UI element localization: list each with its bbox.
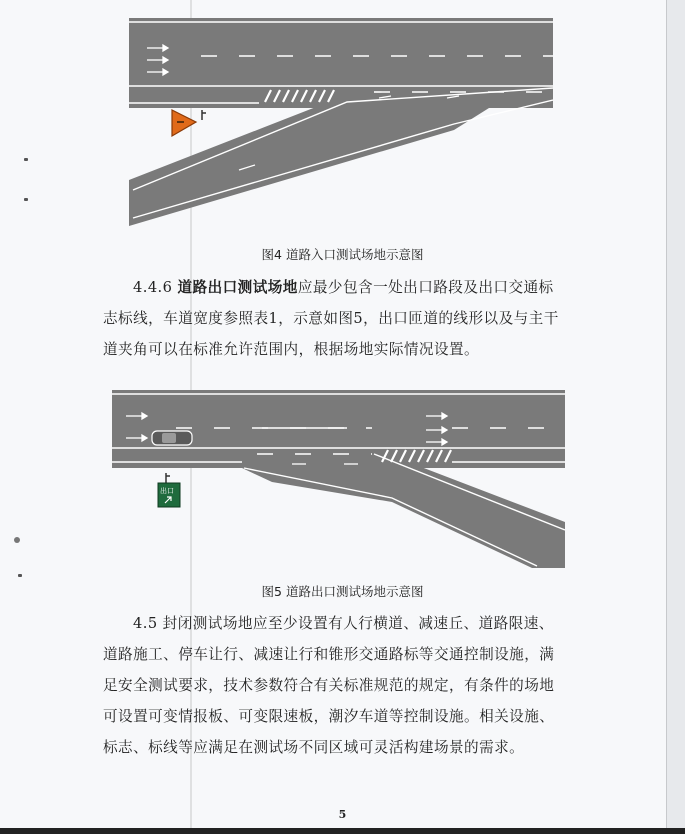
paragraph-line: 足安全测试要求，技术参数符合有关标准规范的规定，有条件的场地 (103, 677, 555, 694)
section-4-5-paragraph (103, 608, 583, 763)
paragraph-line: 4.5 封闭测试场地应至少设置有人行横道、减速丘、道路限速、 (133, 615, 554, 632)
paragraph-text: 应最少包含一处出口路段及出口交通标 (297, 279, 554, 296)
paragraph-line: 道夹角可以在标准允许范围内，根据场地实际情况设置。 (103, 341, 480, 358)
scan-speck (24, 158, 28, 161)
figure-5-caption: 图5 道路出口测试场地示意图 (261, 584, 424, 599)
main-road (112, 390, 565, 468)
page-number: 5 (338, 808, 347, 821)
figure-4-caption: 图4 道路入口测试场地示意图 (261, 247, 424, 262)
paragraph-line: 可设置可变情报板、可变限速板，潮汐车道等控制设施。相关设施、 (103, 708, 555, 725)
scan-speck (24, 198, 28, 201)
scan-speck (18, 574, 22, 577)
section-4-4-6-paragraph (103, 272, 583, 365)
scan-bottom-edge (0, 828, 685, 834)
scan-speck (14, 537, 20, 543)
paragraph-line: 道路施工、停车让行、减速让行和锥形交通路标等交通控制设施，满 (103, 646, 555, 663)
paragraph-line: 标志、标线等应满足在测试场不同区域可灵活构建场景的需求。 (103, 739, 525, 756)
section-number: 4.4.6 (133, 279, 173, 296)
exit-sign-icon (156, 473, 182, 509)
section-term: 道路出口测试场地 (177, 279, 298, 296)
page-edge (666, 0, 685, 834)
warning-triangle-sign-icon (170, 108, 208, 138)
exit-sign-text: 出口 (160, 487, 174, 495)
paragraph-line: 志标线，车道宽度参照表1，示意如图5，出口匝道的线形以及与主干 (103, 310, 559, 327)
car-icon (152, 431, 192, 445)
